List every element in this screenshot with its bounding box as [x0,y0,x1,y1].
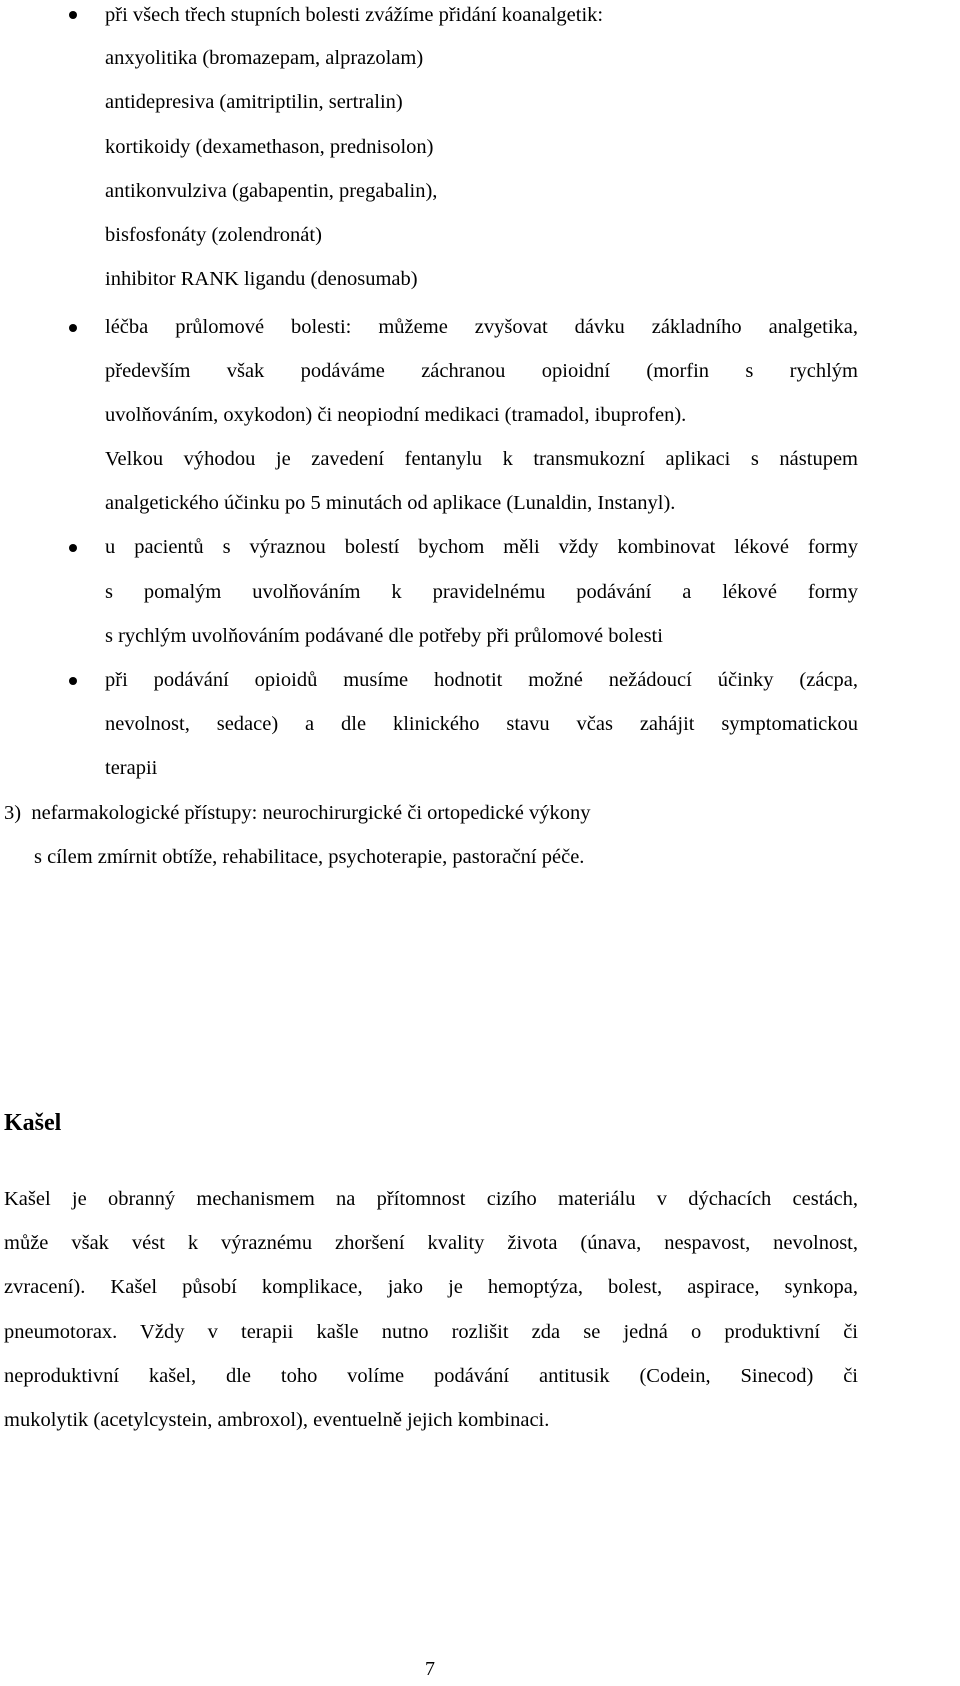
paragraph-line: mukolytik (acetylcystein, ambroxol), eventuelně jejich kombinaci. [4,1409,550,1431]
text-line: nevolnost, sedace) a dle klinického stavu včas zahájit symptomaticko​u [105,713,858,735]
text-line: u pacientů s výraznou bolestí bychom měli vždy kombinovat lékové formy [105,536,858,558]
section-heading: Kašel [4,1110,62,1136]
paragraph-line: pneumotorax. Vždy v terapii kašle nutno rozlišit zda se jedná o produktivní či [4,1321,858,1343]
bullet-icon [69,544,77,552]
text-line: analgetického účinku po 5 minutách od aplikace (Lunaldin, Instanyl). [105,492,676,514]
text-line: Velkou výhodou je zavedení fentanylu k transmukozní aplikaci s nástupem [105,448,858,470]
text-line: především však podáváme záchranou opioidní (morfin s rychlým [105,360,858,382]
text-line: anxyolitika (bromazepam, alprazolam) [105,47,424,69]
paragraph-line: neproduktivní kašel, dle toho volíme podávání antitusik (Codein, Sinecod) či [4,1365,858,1387]
numbered-item: 3) nefarmakologické přístupy: neurochirurgické či ortopedické výkony [4,802,591,824]
text-line: kortikoidy (dexamethason, prednisolon) [105,136,434,158]
text-line: inhibitor RANK ligandu (denosumab) [105,268,418,290]
bullet-icon [69,677,77,685]
text-line: při všech třech stupních bolesti zvážíme přidání koanalgetik: [105,4,604,26]
text-line: terapii [105,757,158,779]
text-line: s rychlým uvolňováním podávané dle potřeby při průlomové bolesti [105,625,663,647]
page-number: 7 [425,1658,435,1680]
paragraph-line: zvracení). Kašel působí komplikace, jako je hemoptýza, bolest, aspirace, synkopa, [4,1276,858,1298]
text-line: s pomalým uvolňováním k pravidelnému podávání a lékové formy [105,581,858,603]
paragraph-line: může však vést k výraznému zhoršení kvality života (únava, nespavost, nevolnost, [4,1232,858,1254]
bullet-icon [69,11,77,19]
text-line: antikonvulziva (gabapentin, pregabalin), [105,180,438,202]
bullet-icon [69,324,77,332]
text-line: s cílem zmírnit obtíže, rehabilitace, psychoterapie, pastorační péče. [34,846,585,868]
paragraph-line: Kašel je obranný mechanismem na přítomnost cizího materiálu v dýchacích cestách, [4,1188,858,1210]
text-line: bisfosfonáty (zolendronát) [105,224,322,246]
text-line: antidepresiva (amitriptilin, sertralin) [105,91,403,113]
text-line: uvolňováním, oxykodon) či neopiodní medikaci (tramadol, ibuprofen). [105,404,687,426]
text-line: léčba průlomové bolesti: můžeme zvyšovat dávku základního analgetika, [105,316,858,338]
text-line: při podávání opioidů musíme hodnotit možné nežádoucí účinky (zácpa, [105,669,858,691]
